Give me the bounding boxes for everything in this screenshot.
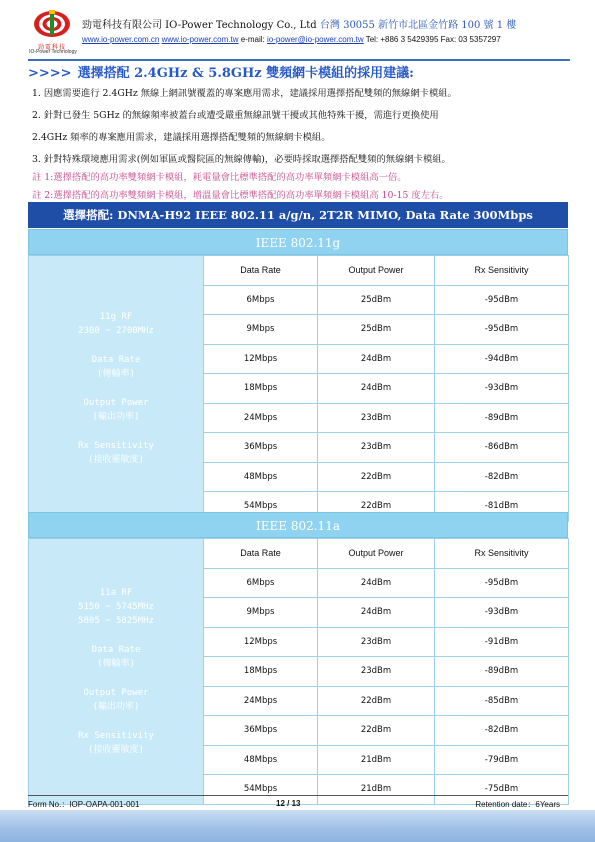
cell-sensitivity: -93dBm — [435, 374, 569, 404]
cell-sensitivity: -94dBm — [435, 344, 569, 374]
selection-bar: 選擇搭配: DNMA-H92 IEEE 802.11 a/g/n, 2T2R MIMO, Data Rate 300Mbps — [28, 202, 568, 228]
cell-rate: 24Mbps — [204, 686, 318, 716]
contact-line — [82, 35, 501, 44]
cell-power: 24dBm — [318, 374, 435, 404]
col-header-rx-sensitivity: Rx Sensitivity — [435, 539, 569, 569]
website-cn-link[interactable]: www.io-power.com.cn — [82, 35, 160, 44]
logo-en-text: IO-Power Technology — [29, 49, 77, 55]
letterhead — [28, 10, 573, 58]
cell-rate: 24Mbps — [204, 403, 318, 433]
cell-power: 21dBm — [318, 775, 435, 805]
heading-arrows: >>>> — [28, 66, 72, 81]
cell-rate: 12Mbps — [204, 344, 318, 374]
cell-rate: 9Mbps — [204, 315, 318, 345]
rf-range-2: 5805 ~ 5825MHz — [78, 615, 154, 626]
website-tw-link[interactable]: www.io-power.com.tw — [161, 35, 239, 44]
retention-date: Retention date：6Years — [475, 800, 560, 809]
data-rate-label-cn: (傳輸率) — [97, 658, 135, 669]
cell-sensitivity: -89dBm — [435, 657, 569, 687]
cell-power: 22dBm — [318, 686, 435, 716]
cell-sensitivity: -91dBm — [435, 627, 569, 657]
form-number: Form No.：IOP-OAPA-001-001 — [28, 800, 140, 809]
point-2: 2. 針對已發生 5GHz 的無線頻率被蓋台或遭受嚴重無線訊號干擾或其他特殊干擾，需進行更換使用 — [32, 110, 439, 121]
point-3: 3. 針對特殊環境應用需求(例如軍區或醫院區的無線傳輸)，必要時採取選擇搭配雙頻的無線網卡模組。 — [32, 154, 451, 165]
cell-sensitivity: -95dBm — [435, 285, 569, 315]
cell-rate: 54Mbps — [204, 492, 318, 522]
cell-power: 23dBm — [318, 657, 435, 687]
spec-label-cell — [29, 256, 204, 522]
cell-power: 24dBm — [318, 568, 435, 598]
cell-power: 24dBm — [318, 344, 435, 374]
output-power-label-cn: (輸出功率) — [92, 411, 140, 422]
spec-table-11a — [28, 538, 569, 805]
cell-power: 22dBm — [318, 462, 435, 492]
page-footer — [28, 795, 568, 810]
cell-power: 21dBm — [318, 745, 435, 775]
data-rate-label: Data Rate — [91, 644, 141, 655]
rx-sensitivity-label: Rx Sensitivity — [78, 440, 154, 451]
cell-rate: 48Mbps — [204, 462, 318, 492]
cell-sensitivity: -85dBm — [435, 686, 569, 716]
header-divider — [28, 59, 570, 61]
cell-sensitivity: -86dBm — [435, 433, 569, 463]
cell-rate: 18Mbps — [204, 657, 318, 687]
spec-table-11g — [28, 255, 569, 522]
cell-rate: 36Mbps — [204, 716, 318, 746]
cell-power: 23dBm — [318, 403, 435, 433]
cell-rate: 36Mbps — [204, 433, 318, 463]
cell-sensitivity: -79dBm — [435, 745, 569, 775]
cell-rate: 18Mbps — [204, 374, 318, 404]
rf-range: 5150 ~ 5745MHz — [78, 601, 154, 612]
col-header-data-rate: Data Rate — [204, 539, 318, 569]
email-link[interactable]: io-power@io-power.com.tw — [267, 35, 364, 44]
cell-rate: 6Mbps — [204, 285, 318, 315]
logo-cn-text: 勁電科技 — [37, 44, 66, 51]
cell-sensitivity: -95dBm — [435, 568, 569, 598]
cell-rate: 9Mbps — [204, 598, 318, 628]
cell-power: 23dBm — [318, 433, 435, 463]
cell-power: 22dBm — [318, 716, 435, 746]
spec-label-cell — [29, 539, 204, 805]
bottom-decor-bar — [0, 810, 595, 842]
col-header-output-power: Output Power — [318, 256, 435, 286]
cell-power: 25dBm — [318, 315, 435, 345]
cell-power: 24dBm — [318, 598, 435, 628]
section-heading — [28, 62, 414, 81]
note-1: 註 1:選擇搭配的高功率雙頻網卡模組，耗電量會比標準搭配的高功率單頻網卡模組高一倍。 — [32, 172, 407, 183]
cell-power: 23dBm — [318, 627, 435, 657]
cell-sensitivity: -82dBm — [435, 462, 569, 492]
col-header-rx-sensitivity: Rx Sensitivity — [435, 256, 569, 286]
email-label: e-mail: — [240, 35, 265, 44]
rf-label: 11a RF — [99, 587, 133, 598]
company-name-line — [82, 16, 516, 31]
cell-sensitivity: -89dBm — [435, 403, 569, 433]
col-header-data-rate: Data Rate — [204, 256, 318, 286]
note-2: 註 2:選擇搭配的高功率雙頻網卡模組，增溫量會比標準搭配的高功率單頻網卡模組高 10-15 度左右。 — [32, 190, 449, 201]
output-power-label-cn: (輸出功率) — [92, 701, 140, 712]
cell-rate: 12Mbps — [204, 627, 318, 657]
rx-sensitivity-label-cn: (接收靈敏度) — [88, 454, 144, 465]
company-address: 台灣 30055 新竹市北區金竹路 100 號 1 樓 — [319, 20, 517, 31]
cell-sensitivity: -81dBm — [435, 492, 569, 522]
cell-sensitivity: -75dBm — [435, 775, 569, 805]
point-1: 1. 因應需要進行 2.4GHz 無線上網訊號覆蓋的專案應用需求，建議採用選擇搭配雙頻的無線網卡模組。 — [32, 88, 457, 99]
output-power-label: Output Power — [83, 397, 149, 408]
col-header-output-power: Output Power — [318, 539, 435, 569]
data-rate-label: Data Rate — [91, 354, 141, 365]
cell-rate: 6Mbps — [204, 568, 318, 598]
page-number: 12 / 13 — [276, 799, 301, 808]
rx-sensitivity-label: Rx Sensitivity — [78, 730, 154, 741]
tel-fax: Tel: +886 3 5429395 Fax: 03 5357297 — [365, 35, 501, 44]
band-11a-title: IEEE 802.11a — [28, 512, 568, 538]
output-power-label: Output Power — [83, 687, 149, 698]
band-11g-title: IEEE 802.11g — [28, 229, 568, 255]
heading-title: 選擇搭配 2.4GHz & 5.8GHz 雙頻網卡模組的採用建議: — [77, 66, 414, 81]
point-2-cont: 2.4GHz 頻率的專案應用需求，建議採用選擇搭配雙頻的無線網卡模組。 — [32, 132, 331, 143]
table-header-row — [29, 539, 569, 569]
cell-sensitivity: -82dBm — [435, 716, 569, 746]
rf-label: 11g RF — [99, 311, 133, 322]
rf-range: 2300 ~ 2700MHz — [78, 325, 154, 336]
cell-power: 22dBm — [318, 492, 435, 522]
cell-rate: 48Mbps — [204, 745, 318, 775]
cell-sensitivity: -93dBm — [435, 598, 569, 628]
table-header-row — [29, 256, 569, 286]
data-rate-label-cn: (傳輸率) — [97, 368, 135, 379]
company-logo — [28, 10, 76, 56]
cell-rate: 54Mbps — [204, 775, 318, 805]
logo-icon — [32, 10, 72, 42]
cell-sensitivity: -95dBm — [435, 315, 569, 345]
rx-sensitivity-label-cn: (接收靈敏度) — [88, 744, 144, 755]
cell-power: 25dBm — [318, 285, 435, 315]
company-name: 勁電科技有限公司 IO-Power Technology Co., Ltd — [82, 20, 317, 31]
